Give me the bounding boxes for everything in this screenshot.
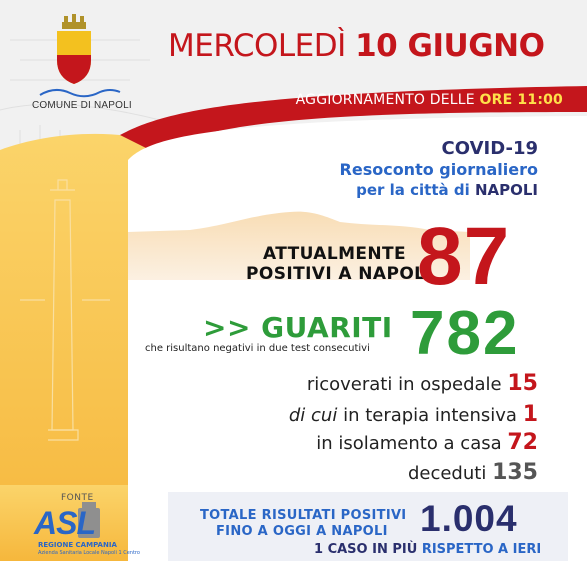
city-coat-of-arms-icon [57,14,91,84]
stat-value: 15 [507,371,538,396]
city-line [356,181,538,199]
positivi-label-line1: ATTUALMENTE [263,244,407,264]
guariti-sublabel: che risultano negativi in due test consecutivi [145,343,370,354]
city-prefix: per la città di [356,181,470,199]
comune-label: COMUNE DI NAPOLI [32,100,132,111]
stat-isolamento [316,430,538,455]
date-day: 10 GIUGNO [355,28,545,64]
stat-ricoverati [307,371,538,396]
stat-label: in isolamento a casa [316,433,502,454]
date-heading [168,28,544,72]
totale-value: 1.004 [420,498,518,539]
guariti-label: >> GUARITI [203,311,393,344]
change-vs-yesterday [314,542,541,557]
stat-terapia-intensiva [289,402,538,427]
asl-name: Azienda Sanitaria Locale Napoli 1 Centro [38,550,140,556]
update-time: ORE 11:00 [479,92,563,108]
asl-logo-text: ASL [34,505,95,541]
covid-title: COVID-19 [441,138,538,159]
stat-label: in terapia intensiva [343,405,517,426]
totale-label-line1: TOTALE RISULTATI POSITIVI [200,508,407,523]
stat-label: ricoverati in ospedale [306,374,502,395]
update-time-banner [296,92,563,112]
positivi-value: 87 [417,211,511,302]
update-prefix: AGGIORNAMENTO DELLE [295,92,475,108]
positivi-label-line2: POSITIVI A NAPOLI [246,264,433,284]
change-count: 1 CASO IN PIÙ [314,542,418,557]
city-name: NAPOLI [474,181,538,199]
stat-value: 72 [507,430,538,455]
report-subtitle: Resoconto giornaliero [339,160,538,179]
stat-value: 135 [492,460,538,485]
totale-label-line2: FINO A OGGI A NAPOLI [216,524,388,539]
source-label: FONTE [61,493,94,503]
date-weekday: MERCOLEDÌ [168,28,346,64]
stat-deceduti [408,460,538,485]
change-rest: RISPETTO A IERI [421,542,542,557]
asl-region: REGIONE CAMPANIA [38,541,117,549]
stat-label: deceduti [407,463,487,484]
guariti-value: 782 [410,299,520,368]
stat-prefix: di cui [288,405,338,426]
stat-value: 1 [522,402,538,427]
